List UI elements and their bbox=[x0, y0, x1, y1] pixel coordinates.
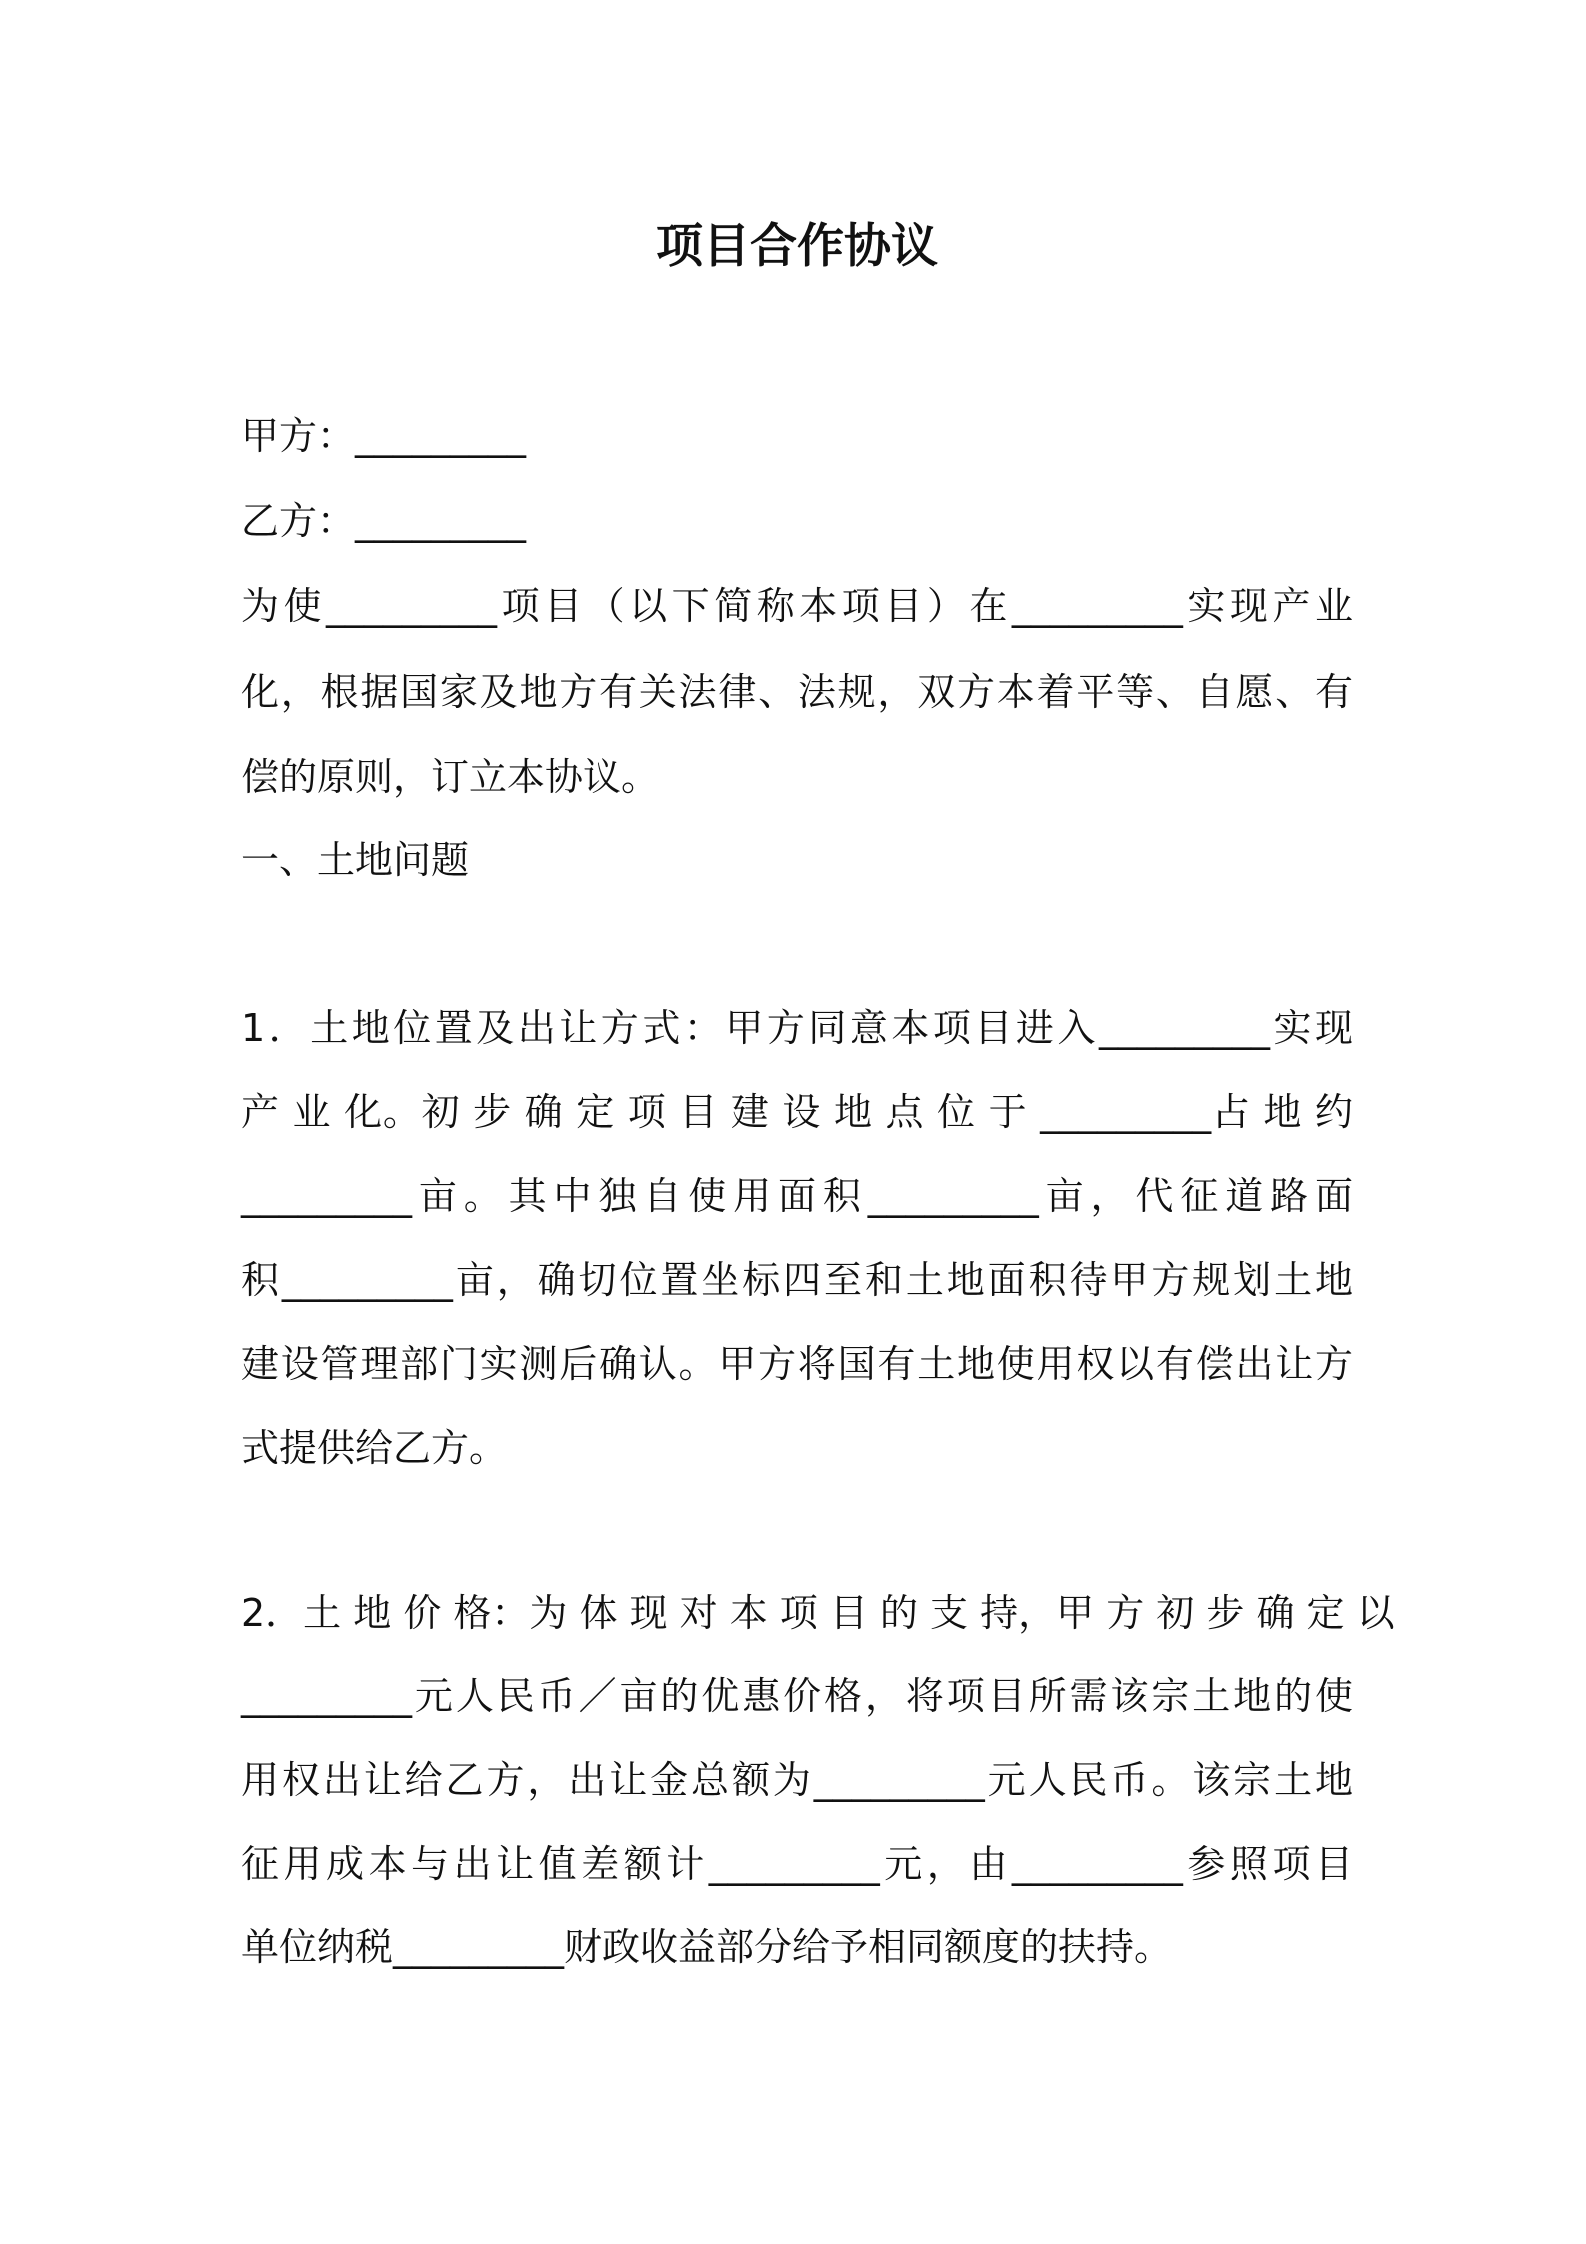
clause-2-line-3: 用权出让给乙方，出让金总额为_________元人民币。该宗土地 bbox=[241, 1758, 1353, 1802]
clause-2-line-2: _________元人民币／亩的优惠价格，将项目所需该宗土地的使 bbox=[241, 1674, 1353, 1718]
party-a-line: 甲方：_________ bbox=[241, 414, 527, 458]
preamble-line-1: 为使_________项目（以下简称本项目）在_________实现产业 bbox=[241, 584, 1353, 628]
clause-2-line-5: 单位纳税_________财政收益部分给予相同额度的扶持。 bbox=[241, 1925, 1173, 1969]
document-title: 项目合作协议 bbox=[656, 219, 938, 274]
clause-1-line-1: 1．土地位置及出让方式：甲方同意本项目进入_________实现 bbox=[241, 1006, 1353, 1050]
party-b-line: 乙方：_________ bbox=[241, 499, 527, 543]
clause-1-line-2: 产 业 化。初 步 确 定 项 目 建 设 地 点 位 于 _________占 地 约 bbox=[241, 1090, 1353, 1134]
preamble-line-3: 偿的原则，订立本协议。 bbox=[241, 755, 660, 799]
clause-1-line-4: 积_________亩，确切位置坐标四至和土地面积待甲方规划土地 bbox=[241, 1258, 1353, 1302]
clause-2-line-4: 征用成本与出让值差额计_________元，由_________参照项目 bbox=[241, 1842, 1353, 1886]
clause-1-line-6: 式提供给乙方。 bbox=[241, 1426, 508, 1470]
clause-2-line-1: 2．土 地 价 格：为 体 现 对 本 项 目 的 支 持，甲 方 初 步 确 定 以 bbox=[241, 1591, 1395, 1635]
clause-1-line-3: _________亩。其中独自使用面积_________亩，代征道路面 bbox=[241, 1174, 1353, 1218]
section-heading: 一、土地问题 bbox=[241, 838, 470, 882]
clause-1-line-5: 建设管理部门实测后确认。甲方将国有土地使用权以有偿出让方 bbox=[241, 1342, 1353, 1386]
preamble-line-2: 化，根据国家及地方有关法律、法规，双方本着平等、自愿、有 bbox=[241, 670, 1353, 714]
